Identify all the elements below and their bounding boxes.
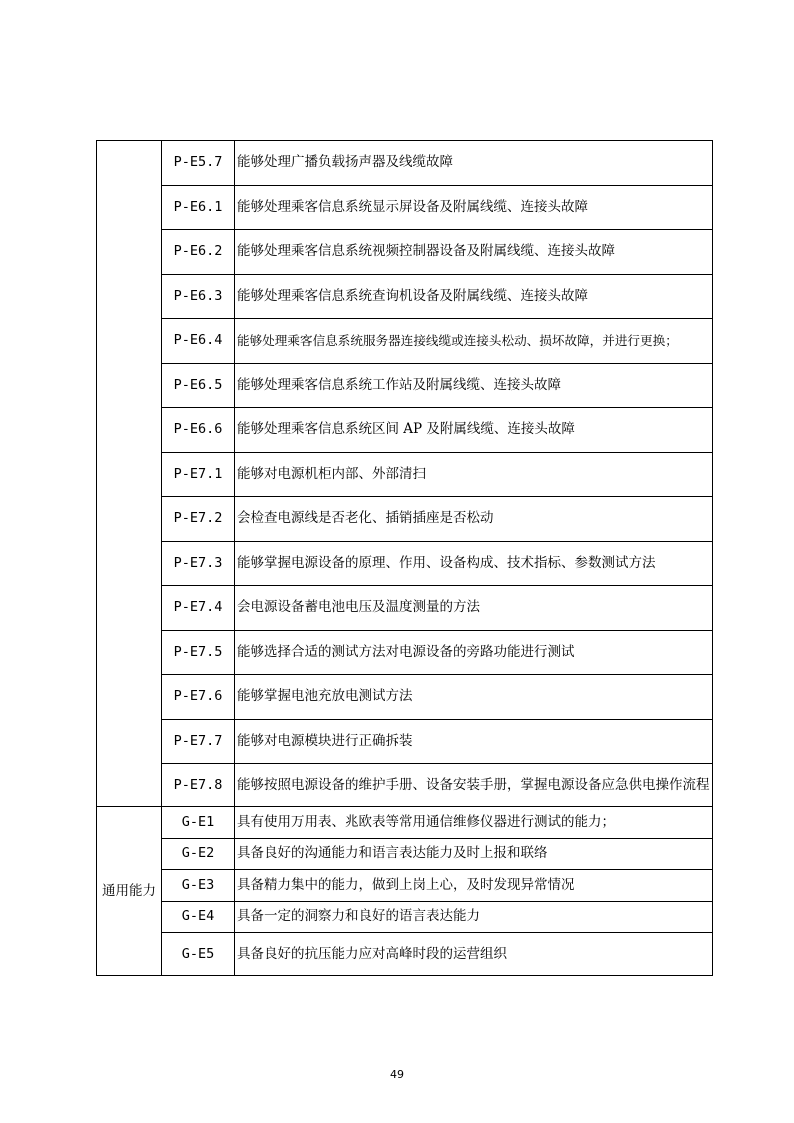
description-cell: 具备一定的洞察力和良好的语言表达能力 [235,901,713,933]
description-cell: 具有使用万用表、兆欧表等常用通信维修仪器进行测试的能力； [235,807,713,839]
table-row [97,719,713,764]
description-cell: 能够掌握电源设备的原理、作用、设备构成、技术指标、参数测试方法 [235,541,713,586]
description-cell: 具备良好的抗压能力应对高峰时段的运营组织 [235,933,713,976]
code-cell: P-E7.3 [162,541,235,586]
table-row [97,141,713,186]
table-row [97,452,713,497]
code-cell: P-E6.6 [162,408,235,453]
description-cell: 能够对电源机柜内部、外部清扫 [235,452,713,497]
code-cell: P-E7.8 [162,764,235,807]
description-cell: 会电源设备蓄电池电压及温度测量的方法 [235,586,713,631]
description-cell: 能够处理乘客信息系统查询机设备及附属线缆、连接头故障 [235,274,713,319]
table-row [97,838,713,870]
description-cell: 能够处理乘客信息系统显示屏设备及附属线缆、连接头故障 [235,185,713,230]
code-cell: P-E6.5 [162,363,235,408]
group-cell-general-abilities: 通用能力 [97,807,162,976]
code-cell: G-E1 [162,807,235,839]
table-row [97,630,713,675]
table-row [97,933,713,976]
code-cell: P-E7.2 [162,497,235,542]
description-cell: 能够掌握电池充放电测试方法 [235,675,713,720]
description-cell: 具备良好的沟通能力和语言表达能力及时上报和联络 [235,838,713,870]
code-cell: G-E2 [162,838,235,870]
table-row [97,274,713,319]
code-cell: P-E6.2 [162,230,235,275]
table-row [97,901,713,933]
description-cell: 能够处理乘客信息系统区间 AP 及附属线缆、连接头故障 [235,408,713,453]
table-row [97,319,713,364]
code-cell: P-E7.6 [162,675,235,720]
code-cell: P-E7.4 [162,586,235,631]
code-cell: P-E7.5 [162,630,235,675]
description-cell: 能够对电源模块进行正确拆装 [235,719,713,764]
table-row [97,586,713,631]
table-row [97,675,713,720]
description-cell: 具备精力集中的能力，做到上岗上心，及时发现异常情况 [235,870,713,902]
competency-table [96,140,713,976]
table-row [97,870,713,902]
table-row [97,764,713,807]
description-cell: 会检查电源线是否老化、插销插座是否松动 [235,497,713,542]
code-cell: P-E6.4 [162,319,235,364]
table-row [97,408,713,453]
code-cell: G-E4 [162,901,235,933]
table-row [97,497,713,542]
table-row [97,363,713,408]
code-cell: P-E6.3 [162,274,235,319]
description-cell: 能够处理乘客信息系统工作站及附属线缆、连接头故障 [235,363,713,408]
description-cell: 能够处理乘客信息系统视频控制器设备及附属线缆、连接头故障 [235,230,713,275]
table-row [97,185,713,230]
page-number: 49 [390,1068,404,1081]
description-cell: 能够处理广播负载扬声器及线缆故障 [235,141,713,186]
description-cell: 能够选择合适的测试方法对电源设备的旁路功能进行测试 [235,630,713,675]
code-cell: P-E5.7 [162,141,235,186]
code-cell: P-E7.1 [162,452,235,497]
table-row [97,230,713,275]
code-cell: G-E3 [162,870,235,902]
description-cell: 能够按照电源设备的维护手册、设备安装手册，掌握电源设备应急供电操作流程 [235,764,713,807]
code-cell: P-E6.1 [162,185,235,230]
group-cell-professional [97,141,162,807]
table-row [97,807,713,839]
table-row [97,541,713,586]
code-cell: P-E7.7 [162,719,235,764]
code-cell: G-E5 [162,933,235,976]
description-cell: 能够处理乘客信息系统服务器连接线缆或连接头松动、损坏故障，并进行更换； [235,319,713,364]
